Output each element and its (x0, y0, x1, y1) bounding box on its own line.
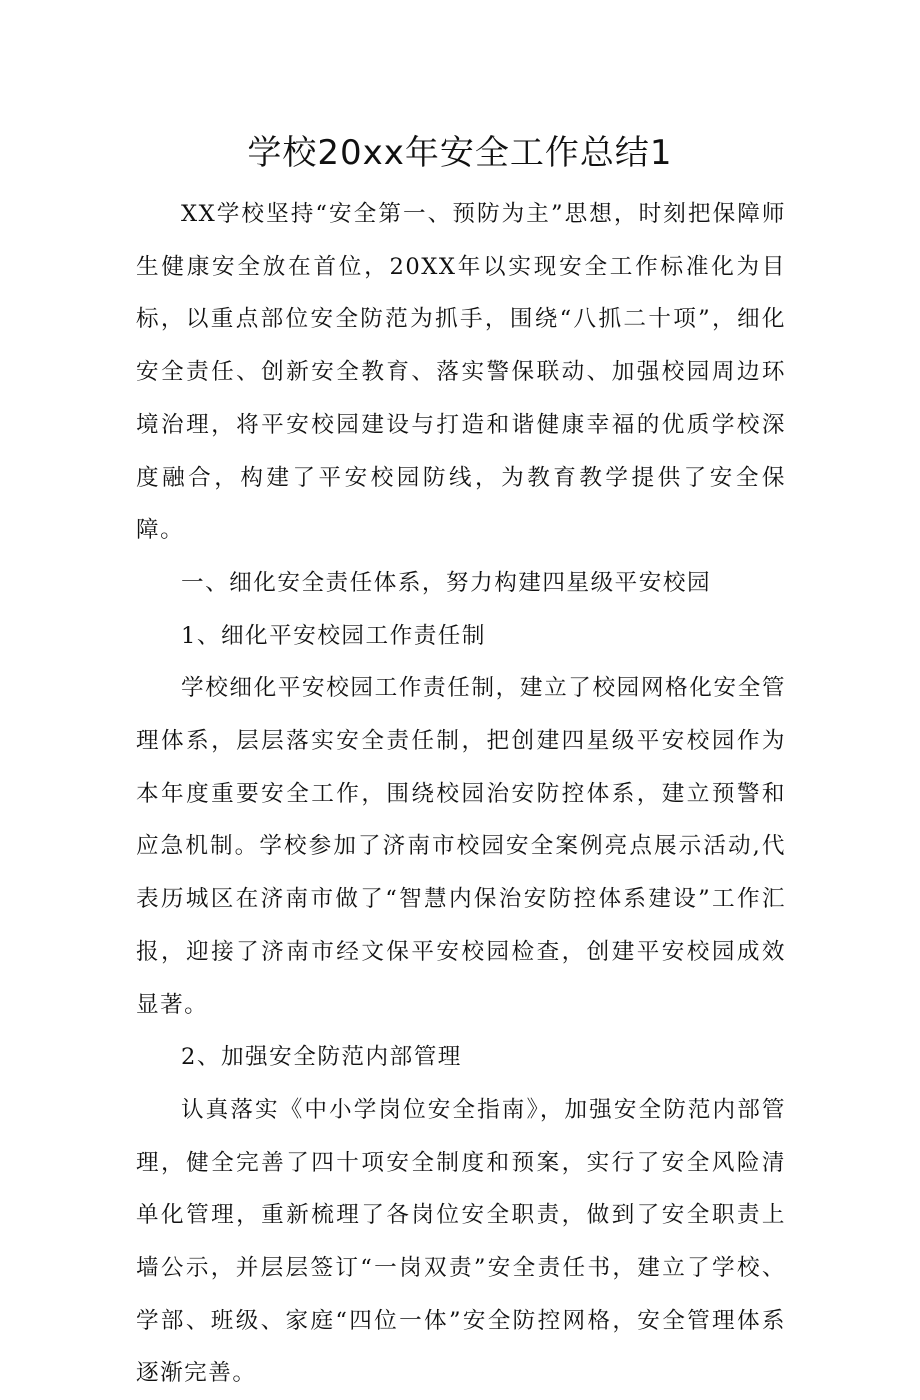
section-heading-1: 一、细化安全责任体系，努力构建四星级平安校园 (181, 569, 712, 596)
subsection-heading-1: 1、细化平安校园工作责任制 (181, 622, 486, 649)
intro-paragraph: XX学校坚持“安全第一、预防为主”思想，时刻把保障师生健康安全放在首位，20XX年以实现安全工作标准化为目标，以重点部位安全防范为抓手，围绕“八抓二十项”，细化安全责任、创新安全教育、落实警保联动、加强校园周边环境治理，将平安校园建设与打造和谐健康幸福的优质学校深度融合，构建了平安校园防线，为教育教学提供了安全保障。 (136, 201, 786, 544)
document-body (136, 188, 786, 1400)
subsection-2-paragraph: 认真落实《中小学岗位安全指南》，加强安全防范内部管理，健全完善了四十项安全制度和预案，实行了安全风险清单化管理，重新梳理了各岗位安全职责，做到了安全职责上墙公示，并层层签订“一岗双责”安全责任书，建立了学校、学部、班级、家庭“四位一体”安全防控网格，安全管理体系逐渐完善。 (136, 1096, 786, 1387)
subsection-1-paragraph: 学校细化平安校园工作责任制，建立了校园网格化安全管理体系，层层落实安全责任制，把创建四星级平安校园作为本年度重要安全工作，围绕校园治安防控体系，建立预警和应急机制。学校参加了济南市校园安全案例亮点展示活动,代表历城区在济南市做了“智慧内保治安防控体系建设”工作汇报，迎接了济南市经文保平安校园检查，创建平安校园成效显著。 (136, 675, 786, 1018)
document-title: 学校20xx年安全工作总结1 (247, 133, 673, 173)
subsection-heading-2: 2、加强安全防范内部管理 (181, 1044, 462, 1071)
